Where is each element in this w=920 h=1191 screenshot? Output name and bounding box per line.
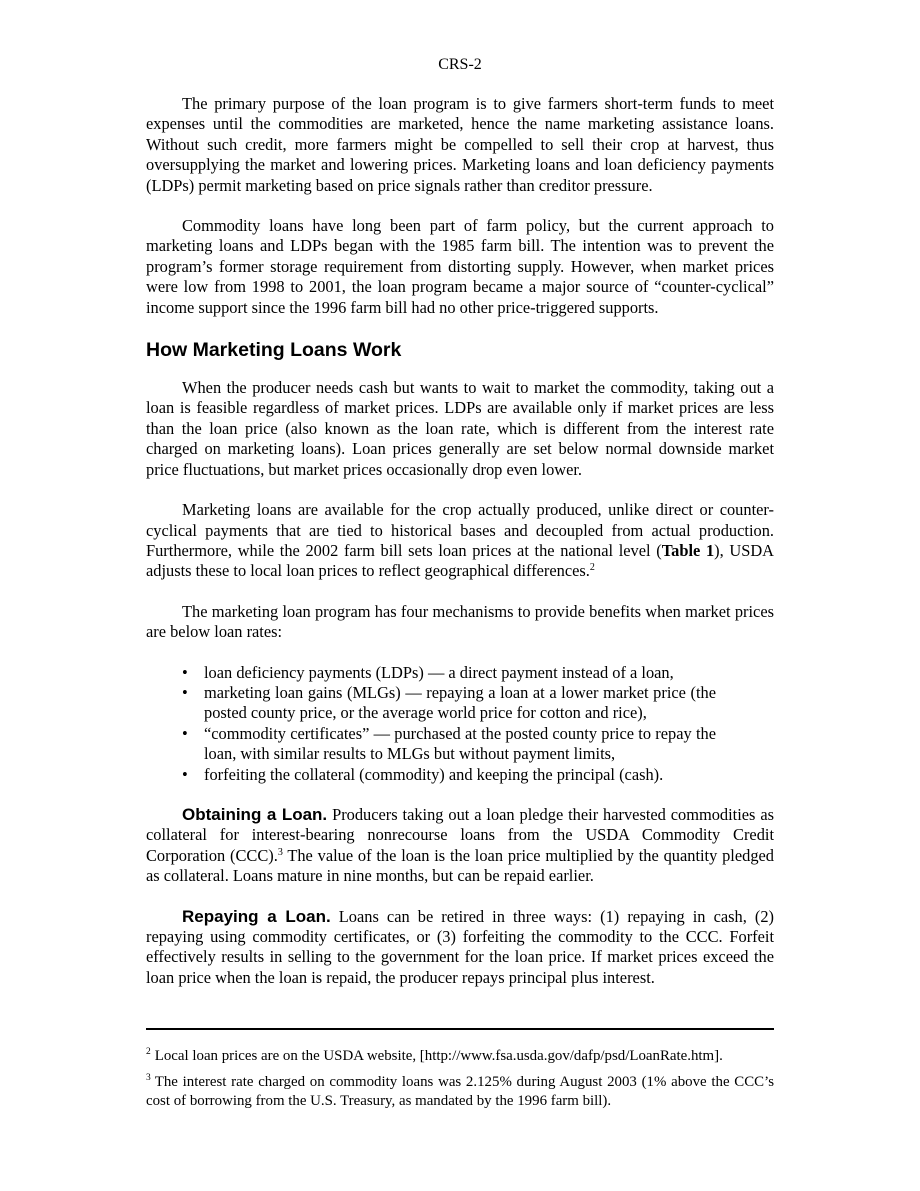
footnote-text: The interest rate charged on commodity loans was 2.125% during August 2003 (1% above the CCC’s cost of borrowing from the U.S. Treasury, as mandated by the 1996 farm bill).	[146, 1074, 774, 1109]
list-item-text: loan deficiency payments (LDPs) — a direct payment instead of a loan,	[204, 662, 674, 682]
paragraph-mechanisms-intro: The marketing loan program has four mechanisms to provide benefits when market prices are below loan rates:	[146, 601, 774, 642]
paragraph-loan-purpose: The primary purpose of the loan program is to give farmers short-term funds to meet expenses until the commodities are marketed, hence the name marketing assistance loans. Without such credit, more farmers might be compelled to sell their crop at harvest, thus oversupplying the market and lowering prices. Marketing loans and loan deficiency payments (LDPs) permit marketing based on price signals rather than creditor pressure.	[146, 94, 774, 195]
table-reference[interactable]: Table 1	[661, 540, 715, 560]
footnote-number: 2	[146, 1047, 151, 1057]
footnote-3	[146, 1073, 774, 1111]
footnote-ref-2[interactable]: 2	[589, 562, 595, 574]
footnote-2	[146, 1047, 774, 1066]
list-item	[182, 663, 716, 683]
mechanisms-list	[182, 663, 716, 785]
list-item-text: marketing loan gains (MLGs) — repaying a loan at a lower market price (the posted county price, or the average world price for cotton and rice),	[204, 682, 716, 723]
paragraph-text: ), USDA adjusts these to local loan prices to reflect geographical differences.	[146, 540, 774, 581]
paragraph-text: Loans can be retired in three ways: (1) repaying in cash, (2) repaying using commodity certificates, or (3) forfeiting the commodity to the CCC. Forfeit effectively results in selling to the government for the loan price. If market prices exceed the loan price when the loan is repaid, the producer repays principal plus interest.	[146, 906, 775, 987]
footnotes	[146, 1047, 774, 1118]
document-body	[146, 94, 774, 1008]
paragraph-text: Producers taking out a loan pledge their harvested commodities as collateral for interest-bearing nonrecourse loans from the USDA Commodity Credit Corporation (CCC).	[146, 804, 774, 865]
list-item	[182, 724, 716, 765]
list-item-text: “commodity certificates” — purchased at the posted county price to repay the loan, with similar results to MLGs but without payment limits,	[204, 723, 716, 764]
footnote-ref-3[interactable]: 3	[277, 846, 283, 858]
run-in-heading: Obtaining a Loan.	[182, 804, 328, 824]
bullet-icon: •	[182, 682, 188, 702]
paragraph-text: Marketing loans are available for the crop actually produced, unlike direct or counter-cyclical payments that are tied to historical bases and decoupled from actual production. Furthermore, while the 2002 farm bill sets loan prices at the national level (	[146, 500, 774, 560]
page-header: CRS-2	[438, 56, 482, 73]
paragraph-text: The value of the loan is the loan price multiplied by the quantity pledged as collateral. Loans mature in nine months, but can be repaid earlier.	[146, 845, 774, 886]
list-item	[182, 765, 716, 785]
paragraph-loan-availability: When the producer needs cash but wants to wait to market the commodity, taking out a loan is feasible regardless of market prices. LDPs are available only if market prices are less than the loan price (also known as the loan rate, which is different from the interest rate charged on marketing loans). Loan prices generally are set below normal downside market price fluctuations, but market prices occasionally drop even lower.	[146, 378, 774, 479]
run-in-heading: Repaying a Loan.	[182, 906, 331, 926]
bullet-icon: •	[182, 723, 188, 743]
list-item-text: forfeiting the collateral (commodity) and keeping the principal (cash).	[204, 764, 664, 784]
section-heading: How Marketing Loans Work	[146, 339, 402, 362]
footnote-number: 3	[146, 1073, 151, 1083]
paragraph-loan-history: Commodity loans have long been part of farm policy, but the current approach to marketing loans and LDPs began with the 1985 farm bill. The intention was to prevent the program’s former storage requirement from distorting supply. However, when market prices were low from 1998 to 2001, the loan program became a major source of “counter-cyclical” income support since the 1996 farm bill had no other price-triggered supports.	[146, 216, 774, 317]
list-item	[182, 683, 716, 724]
footnote-divider	[146, 1028, 774, 1030]
bullet-icon: •	[182, 764, 188, 784]
bullet-icon: •	[182, 662, 188, 682]
paragraph-loan-prices	[146, 500, 774, 582]
paragraph-repaying-loan	[146, 907, 774, 989]
footnote-text: Local loan prices are on the USDA website, [http://www.fsa.usda.gov/dafp/psd/LoanRate.htm].	[154, 1048, 723, 1064]
paragraph-obtaining-loan	[146, 805, 774, 887]
